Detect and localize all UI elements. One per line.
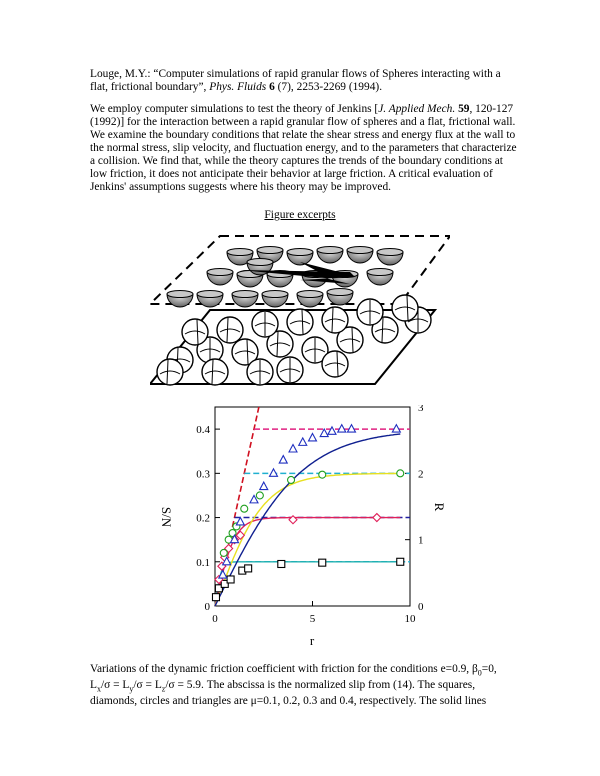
- hemisphere-rim: [227, 249, 253, 256]
- right-axis-label: R: [432, 502, 447, 512]
- sphere-body: [202, 359, 228, 385]
- x-tick-labels: [212, 613, 416, 625]
- y-axis-label: S/N: [159, 506, 174, 528]
- sphere: [322, 351, 348, 377]
- sphere-body: [287, 309, 313, 335]
- figure-caption: [90, 661, 520, 709]
- sphere: [357, 299, 383, 325]
- hemisphere-rim: [207, 269, 233, 276]
- sphere-body: [217, 317, 243, 343]
- marker-triangle: [289, 445, 297, 453]
- sphere-body: [392, 295, 418, 321]
- caption-eq1: /σ =: [100, 679, 123, 691]
- r-tick-1: 1: [418, 534, 424, 547]
- hemisphere-rim: [327, 289, 353, 296]
- hemisphere-rim: [257, 247, 283, 254]
- y-tick-3: 0.3: [196, 468, 210, 481]
- y-tick-4: 0.4: [196, 424, 210, 437]
- marker-circle: [288, 476, 295, 483]
- reference-citation: [90, 68, 520, 94]
- y-tick-2: 0.2: [196, 512, 210, 525]
- ref-authors: Louge, M.Y.:: [90, 68, 151, 80]
- abstract-rest: , 120-127 (1992)] for the interaction between a rapid granular flow of spheres and a flat, frictional wall. We examine the boundary conditions that relate the shear stress and energy flux at the wall to the normal stress, slip velocity, and fluctuation energy, and to the parameters that characterize a collision. We find that, while the theory captures the trends of the boundary conditions at low friction, it does not anticipate their behavior at large friction. A critical evaluation of Jenkins' assumptions suggests where his theory may be improved.: [90, 103, 517, 193]
- marker-square: [212, 594, 219, 601]
- x-axis-label: r: [309, 633, 315, 648]
- marker-square: [245, 565, 252, 572]
- sphere: [247, 359, 273, 385]
- hemisphere-rim: [287, 249, 313, 256]
- sphere-body: [322, 351, 348, 377]
- hemisphere-rim: [232, 291, 258, 298]
- friction-chart: [150, 405, 450, 650]
- sphere: [277, 357, 303, 383]
- sphere-body: [182, 319, 208, 345]
- caption-y-sub: y: [129, 684, 134, 694]
- y-tick-1: 0.1: [196, 556, 210, 569]
- marker-triangle: [328, 427, 336, 435]
- marker-triangle: [299, 438, 307, 446]
- marker-triangle: [236, 517, 244, 525]
- x-tick-1: 5: [309, 613, 316, 625]
- ref-journal: Phys. Fluids: [209, 81, 267, 93]
- caption-beta-sub: 0: [477, 668, 482, 678]
- hemisphere: [262, 291, 288, 308]
- y-tick-labels: [196, 424, 210, 613]
- hemisphere: [327, 289, 353, 306]
- ref-volume: 6: [269, 81, 275, 93]
- sphere: [252, 311, 278, 337]
- abstract-cited-volume: 59: [458, 103, 470, 115]
- marker-circle: [397, 470, 404, 477]
- marker-square: [278, 560, 285, 567]
- hemisphere-rim: [297, 291, 323, 298]
- sphere: [287, 309, 313, 335]
- ref-issue-pages: (7), 2253-2269 (1994).: [277, 81, 383, 93]
- r-tick-2: 2: [418, 468, 424, 481]
- marker-circle: [319, 471, 326, 478]
- marker-circle: [256, 492, 263, 499]
- hemisphere: [287, 249, 313, 266]
- caption-x-sub: x: [96, 684, 101, 694]
- top-hemispheres: [167, 247, 403, 308]
- marker-triangle: [260, 482, 268, 490]
- caption-part1: Variations of the dynamic friction coefficient with friction for the conditions e=0.9, β: [90, 663, 478, 675]
- caption-z-sub: z: [161, 684, 166, 694]
- r-tick-3: 3: [418, 405, 424, 414]
- marker-triangle: [309, 433, 317, 441]
- sphere: [217, 317, 243, 343]
- simulation-cell-illustration: [150, 232, 450, 392]
- marker-square: [227, 576, 234, 583]
- abstract-intro: We employ computer simulations to test the theory of Jenkins [: [90, 103, 379, 115]
- fit-curve: [215, 474, 400, 607]
- figure-heading: Figure excerpts: [264, 209, 336, 221]
- sphere-body: [157, 359, 183, 385]
- hemisphere-rim: [167, 291, 193, 298]
- marker-square: [397, 558, 404, 565]
- hemisphere: [207, 269, 233, 286]
- hemisphere: [317, 247, 343, 264]
- hemisphere-rim: [262, 291, 288, 298]
- ref-title: “Computer simulations of rapid granular flows of Spheres interacting with a flat, frictional boundary”,: [90, 68, 501, 93]
- marker-diamond: [373, 514, 381, 522]
- x-tick-0: 0: [212, 613, 218, 625]
- hemisphere-rim: [247, 259, 273, 266]
- sphere-body: [322, 307, 348, 333]
- marker-circle: [241, 505, 248, 512]
- caption-rest: The abscissa is the normalized slip from (14). The squares, diamonds, circles and triangles are μ=0.1, 0.2, 0.3 and 0.4, respectively. The solid lines: [90, 679, 487, 707]
- caption-part1-end: =0,: [481, 663, 497, 675]
- caption-Lx: L: [90, 679, 97, 691]
- hemisphere: [367, 269, 393, 286]
- caption-Lz: L: [154, 679, 162, 691]
- hemisphere: [377, 249, 403, 266]
- marker-triangle: [279, 456, 287, 464]
- hemisphere-rim: [367, 269, 393, 276]
- abstract: [90, 103, 520, 194]
- sphere: [392, 295, 418, 321]
- sphere: [322, 307, 348, 333]
- sphere: [182, 319, 208, 345]
- bottom-spheres: [157, 295, 431, 385]
- r-tick-0: 0: [418, 601, 424, 613]
- y-tick-0: 0: [204, 601, 210, 613]
- caption-eq3: /σ = 5.9.: [165, 679, 204, 691]
- hemisphere-rim: [317, 247, 343, 254]
- plot-layer: [212, 407, 410, 606]
- hemisphere-rim: [377, 249, 403, 256]
- x-tick-2: 10: [404, 613, 416, 625]
- hemisphere-rim: [347, 247, 373, 254]
- hemisphere: [347, 247, 373, 264]
- sphere: [157, 359, 183, 385]
- fit-curve: [215, 434, 400, 606]
- marker-triangle: [320, 429, 328, 437]
- hemisphere-rim: [197, 291, 223, 298]
- marker-circle: [220, 549, 227, 556]
- marker-square: [319, 559, 326, 566]
- abstract-cited-journal: J. Applied Mech.: [378, 103, 456, 115]
- sphere: [202, 359, 228, 385]
- right-tick-labels: [418, 405, 424, 613]
- hemisphere: [232, 291, 258, 308]
- caption-Ly: L: [122, 679, 130, 691]
- caption-eq2: /σ =: [133, 679, 155, 691]
